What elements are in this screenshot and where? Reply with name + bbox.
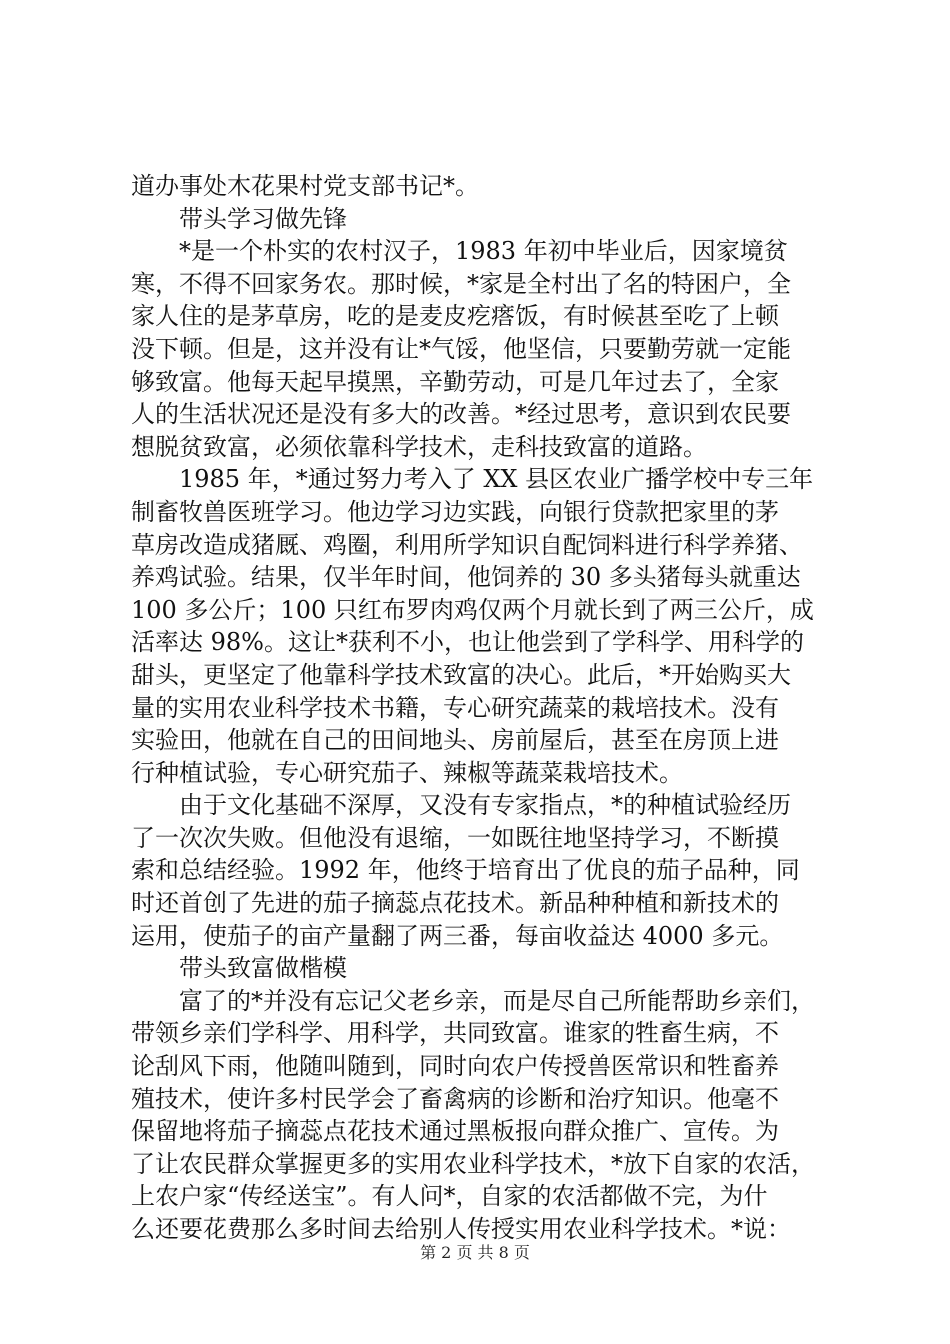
text-line: 够致富。他每天起早摸黑，辛勤劳动，可是几年过去了，全家 (131, 367, 779, 396)
body-text (131, 170, 831, 1246)
text-line: 草房改造成猪厩、鸡圈，利用所学知识自配饲料进行科学养猪、 (131, 530, 803, 559)
text-line: 了让农民群众掌握更多的实用农业科学技术，*放下自家的农活， (131, 1149, 815, 1178)
text-line: 寒，不得不回家务农。那时候，*家是全村出了名的特困户，全 (131, 269, 791, 298)
text-line: 想脱贫致富，必须依靠科学技术，走科技致富的道路。 (131, 432, 707, 461)
text-line: *是一个朴实的农村汉子，1983 年初中毕业后，因家境贫 (179, 237, 788, 266)
text-line: 论刮风下雨，他随叫随到，同时向农户传授兽医常识和牲畜养 (131, 1052, 779, 1081)
text-line: 没下顿。但是，这并没有让*气馁，他坚信，只要勤劳就一定能 (131, 334, 791, 363)
text-line: 带头学习做先锋 (179, 204, 347, 233)
text-line: 么还要花费那么多时间去给别人传授实用农业科学技术。*说： (131, 1215, 791, 1243)
text-line: 保留地将茄子摘蕊点花技术通过黑板报向群众推广、宣传。为 (131, 1117, 779, 1146)
text-line: 量的实用农业科学技术书籍，专心研究蔬菜的栽培技术。没有 (131, 693, 779, 722)
text-line: 富了的*并没有忘记父老乡亲，而是尽自己所能帮助乡亲们， (179, 986, 815, 1015)
text-line: 由于文化基础不深厚，又没有专家指点，*的种植试验经历 (179, 791, 791, 820)
text-line: 了一次次失败。但他没有退缩，一如既往地坚持学习，不断摸 (131, 823, 779, 852)
text-line: 家人住的是茅草房，吃的是麦皮疙瘩饭，有时候甚至吃了上顿 (131, 302, 779, 331)
text-line: 人的生活状况还是没有多大的改善。*经过思考，意识到农民要 (131, 400, 791, 429)
page-footer: 第 2 页 共 8 页 (420, 1243, 530, 1262)
text-line: 殖技术，使许多村民学会了畜禽病的诊断和治疗知识。他毫不 (131, 1084, 779, 1113)
text-line: 1985 年，*通过努力考入了 XX 县区农业广播学校中专三年 (179, 465, 814, 494)
text-line: 100 多公斤；100 只红布罗肉鸡仅两个月就长到了两三公斤，成 (131, 595, 814, 624)
text-line: 索和总结经验。1992 年，他终于培育出了优良的茄子品种，同 (131, 856, 800, 885)
text-line: 行种植试验，专心研究茄子、辣椒等蔬菜栽培技术。 (131, 758, 683, 787)
text-line: 运用，使茄子的亩产量翻了两三番，每亩收益达 4000 多元。 (131, 921, 784, 950)
text-line: 道办事处木花果村党支部书记*。 (131, 172, 479, 200)
text-line: 时还首创了先进的茄子摘蕊点花技术。新品种种植和新技术的 (131, 889, 779, 918)
text-line: 实验田，他就在自己的田间地头、房前屋后，甚至在房顶上进 (131, 726, 779, 755)
text-line: 制畜牧兽医班学习。他边学习边实践，向银行贷款把家里的茅 (131, 497, 779, 526)
text-line: 甜头，更坚定了他靠科学技术致富的决心。此后，*开始购买大 (131, 660, 791, 689)
text-line: 带领乡亲们学科学、用科学，共同致富。谁家的牲畜生病，不 (131, 1019, 779, 1048)
text-line: 养鸡试验。结果，仅半年时间，他饲养的 30 多头猪每头就重达 (131, 563, 801, 592)
text-line: 带头致富做楷模 (179, 954, 347, 983)
text-line: 活率达 98%。这让*获利不小，也让他尝到了学科学、用科学的 (131, 628, 804, 657)
text-line: 上农户家“传经送宝”。有人问*，自家的农活都做不完，为什 (131, 1182, 768, 1211)
